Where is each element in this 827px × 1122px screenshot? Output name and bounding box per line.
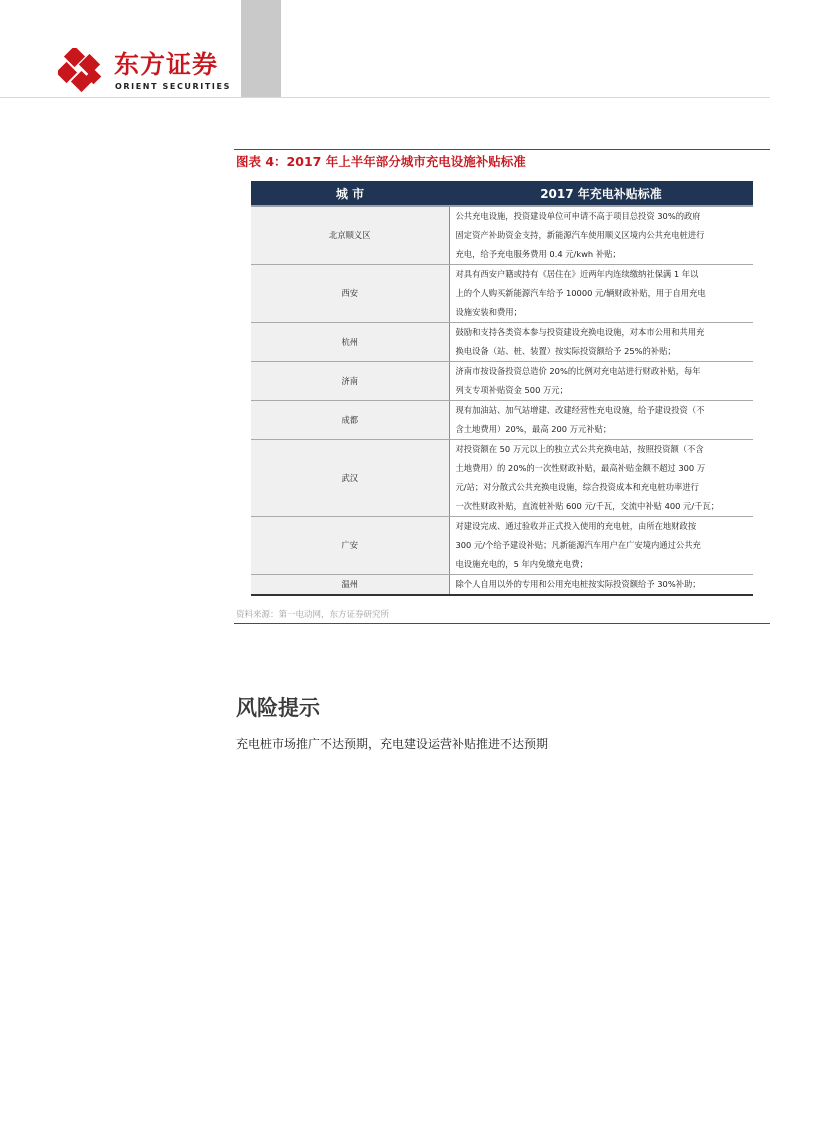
header-gray-bar <box>241 0 281 97</box>
figure-source: 资料来源：第一电动网，东方证券研究所 <box>236 610 390 620</box>
subsidy-detail-line: 电设施充电的，5 年内免缴充电费； <box>455 559 588 569</box>
column-header-standard: 2017 年充电补贴标准 <box>449 181 753 206</box>
subsidy-detail-cell <box>449 517 753 575</box>
column-header-city: 城 市 <box>251 181 449 206</box>
city-cell: 广安 <box>251 517 449 575</box>
subsidy-detail-line: 含土地费用）20%，最高 200 万元补贴； <box>455 424 612 434</box>
city-cell: 温州 <box>251 575 449 596</box>
subsidy-detail-cell <box>449 323 753 362</box>
city-cell: 济南 <box>251 362 449 401</box>
table-row <box>251 517 753 575</box>
subsidy-table <box>251 181 753 596</box>
subsidy-detail-line: 对建设完成、通过验收并正式投入使用的充电桩，由所在地财政按 <box>455 521 697 531</box>
subsidy-detail-line: 土地费用）的 20%的一次性财政补贴，最高补贴金额不超过 300 万 <box>455 463 706 473</box>
subsidy-detail-line: 列支专项补贴资金 500 万元； <box>455 385 568 395</box>
company-logo <box>58 48 231 94</box>
city-cell: 杭州 <box>251 323 449 362</box>
subsidy-detail-line: 对具有西安户籍或持有《居住在》近两年内连续缴纳社保满 1 年以 <box>455 269 699 279</box>
table-body <box>251 206 753 595</box>
subsidy-detail-line: 充电，给予充电服务费用 0.4 元/kwh 补贴； <box>455 249 621 259</box>
subsidy-detail-cell <box>449 362 753 401</box>
table-row <box>251 575 753 596</box>
figure-bottom-rule <box>234 623 770 624</box>
figure-top-rule <box>234 149 770 150</box>
table-row <box>251 362 753 401</box>
table-row <box>251 206 753 265</box>
table-row <box>251 440 753 517</box>
risk-section-heading: 风险提示 <box>236 696 320 720</box>
subsidy-detail-line: 除个人自用以外的专用和公用充电桩按实际投资额给予 30%补助； <box>455 579 701 589</box>
header-divider <box>0 97 770 98</box>
subsidy-detail-line: 一次性财政补贴，直流桩补贴 600 元/千瓦，交流中补贴 400 元/千瓦； <box>455 501 720 511</box>
logo-chinese-name: 东方证券 <box>114 50 219 79</box>
subsidy-detail-cell <box>449 206 753 265</box>
city-cell: 武汉 <box>251 440 449 517</box>
subsidy-detail-line: 对投资额在 50 万元以上的独立式公共充换电站，按照投资额（不含 <box>455 444 704 454</box>
subsidy-detail-line: 上的个人购买新能源汽车给予 10000 元/辆财政补贴，用于自用充电 <box>455 288 706 298</box>
table-row <box>251 401 753 440</box>
logo-english-name: ORIENT SECURITIES <box>115 82 231 91</box>
subsidy-detail-line: 公共充电设施，投资建设单位可申请不高于项目总投资 30%的政府 <box>455 211 701 221</box>
subsidy-detail-line: 元/站；对分散式公共充换电设施，综合投资成本和充电桩功率进行 <box>455 482 699 492</box>
subsidy-detail-cell <box>449 440 753 517</box>
subsidy-detail-line: 鼓励和支持各类资本参与投资建设充换电设施，对本市公用和共用充 <box>455 327 705 337</box>
table-row <box>251 323 753 362</box>
subsidy-detail-cell <box>449 265 753 323</box>
subsidy-detail-line: 换电设备（站、桩、装置）按实际投资额给予 25%的补贴； <box>455 346 676 356</box>
city-cell: 西安 <box>251 265 449 323</box>
city-cell: 北京顺义区 <box>251 206 449 265</box>
subsidy-detail-line: 设施安装和费用； <box>455 307 522 317</box>
subsidy-detail-line: 济南市按设备投资总造价 20%的比例对充电站进行财政补贴，每年 <box>455 366 701 376</box>
table-header-row <box>251 181 753 206</box>
subsidy-detail-line: 固定资产补助资金支持，新能源汽车使用顺义区境内公共充电桩进行 <box>455 230 705 240</box>
figure-title: 图表 4：2017 年上半年部分城市充电设施补贴标准 <box>236 154 526 169</box>
city-cell: 成都 <box>251 401 449 440</box>
table-row <box>251 265 753 323</box>
logo-diamond-icon <box>58 48 106 94</box>
risk-section-text: 充电桩市场推广不达预期，充电建设运营补贴推进不达预期 <box>236 737 549 751</box>
subsidy-detail-line: 300 元/个给予建设补贴；凡新能源汽车用户在广安境内通过公共充 <box>455 540 701 550</box>
subsidy-detail-cell <box>449 575 753 596</box>
subsidy-detail-line: 现有加油站、加气站增建、改建经营性充电设施，给予建设投资（不 <box>455 405 705 415</box>
subsidy-detail-cell <box>449 401 753 440</box>
